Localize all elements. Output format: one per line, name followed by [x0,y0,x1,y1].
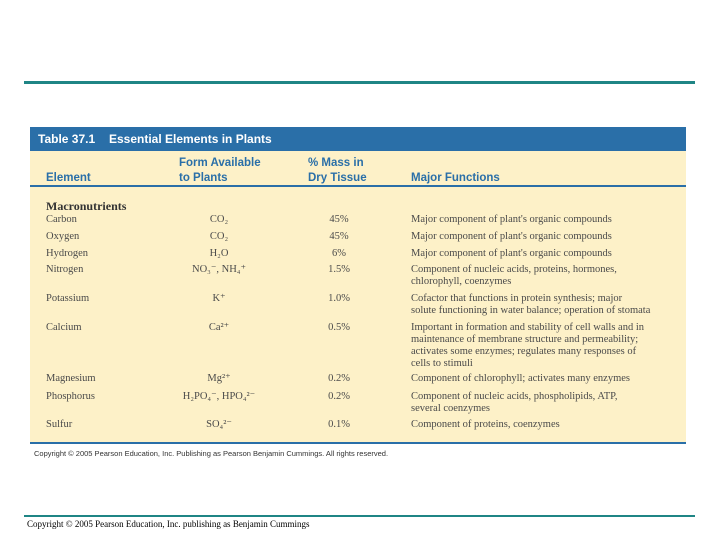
cell-element: Carbon [46,214,77,225]
cell-functions [411,231,612,243]
cell-functions [411,391,618,415]
cell-form: K⁺ [212,293,226,304]
cell-element: Oxygen [46,231,80,242]
table-copyright-credit: Copyright © 2005 Pearson Education, Inc. Publishing as Pearson Benjamin Cummings. All rights reserved. [34,449,389,458]
header-functions: Major Functions [411,172,500,184]
cell-functions [411,264,617,288]
cell-mass: 0.2% [328,391,350,402]
table-number: Table 37.1 [38,132,96,146]
function-line: cells to stimuli [411,358,473,369]
cell-mass: 6% [332,248,346,259]
function-line: Component of nucleic acids, proteins, hormones, [411,264,617,275]
cell-mass: 45% [329,231,349,242]
header-element: Element [46,172,91,184]
table-title: Essential Elements in Plants [109,132,272,146]
cell-functions [411,373,630,385]
header-mass-line2: Dry Tissue [308,172,367,184]
cell-mass: 1.5% [328,264,350,275]
table-title-bar [30,127,686,151]
bottom-divider [24,515,695,517]
cell-form: Ca²⁺ [208,322,230,333]
cell-mass: 0.1% [328,419,350,430]
header-divider [30,185,686,187]
cell-element: Hydrogen [46,248,88,259]
cell-element: Magnesium [46,373,96,384]
essential-elements-table [30,127,686,444]
function-line: solute functioning in water balance; operation of stomata [411,305,651,316]
slide-footer: Copyright © 2005 Pearson Education, Inc. publishing as Benjamin Cummings [27,519,310,529]
function-line: Component of nucleic acids, phospholipids, ATP, [411,391,618,402]
cell-element: Potassium [46,293,90,304]
cell-element: Phosphorus [46,391,96,402]
function-line: Major component of plant's organic compounds [411,248,612,259]
top-divider [24,81,695,84]
cell-functions [411,248,612,260]
cell-functions [411,214,612,226]
function-line: Major component of plant's organic compounds [411,231,612,242]
header-form [179,156,261,186]
cell-mass: 45% [329,214,349,225]
cell-form: H₂O [209,248,229,259]
function-line: maintenance of membrane structure and permeability; [411,334,639,345]
section-macronutrients: Macronutrients [46,199,127,213]
cell-form: SO₄²⁻ [206,419,232,430]
cell-functions [411,322,644,370]
function-line: several coenzymes [411,403,491,414]
cell-functions [411,419,560,431]
cell-element: Sulfur [46,419,73,430]
cell-element: Nitrogen [46,264,84,275]
function-line: Important in formation and stability of cell walls and in [411,322,644,333]
function-line: Component of chlorophyll; activates many enzymes [411,373,630,384]
cell-functions [411,293,650,317]
cell-form: H₂PO₄⁻, HPO₄²⁻ [182,391,256,402]
function-line: Major component of plant's organic compounds [411,214,612,225]
cell-mass: 1.0% [328,293,350,304]
cell-element: Calcium [46,322,82,333]
header-form-line2: to Plants [179,172,228,184]
function-line: activates some enzymes; regulates many responses of [411,346,637,357]
cell-mass: 0.5% [328,322,350,333]
cell-form: NO₃⁻, NH₄⁺ [192,264,246,275]
header-mass-line1: % Mass in [308,157,364,169]
header-mass [308,156,367,186]
cell-form: Mg²⁺ [207,373,231,384]
cell-mass: 0.2% [328,373,350,384]
function-line: Cofactor that functions in protein synthesis; major [411,293,623,304]
table-bottom-divider [30,442,686,444]
function-line: chlorophyll, coenzymes [411,276,512,287]
cell-form: CO₂ [209,214,229,225]
header-form-line1: Form Available [179,157,261,169]
function-line: Component of proteins, coenzymes [411,419,560,430]
cell-form: CO₂ [209,231,229,242]
